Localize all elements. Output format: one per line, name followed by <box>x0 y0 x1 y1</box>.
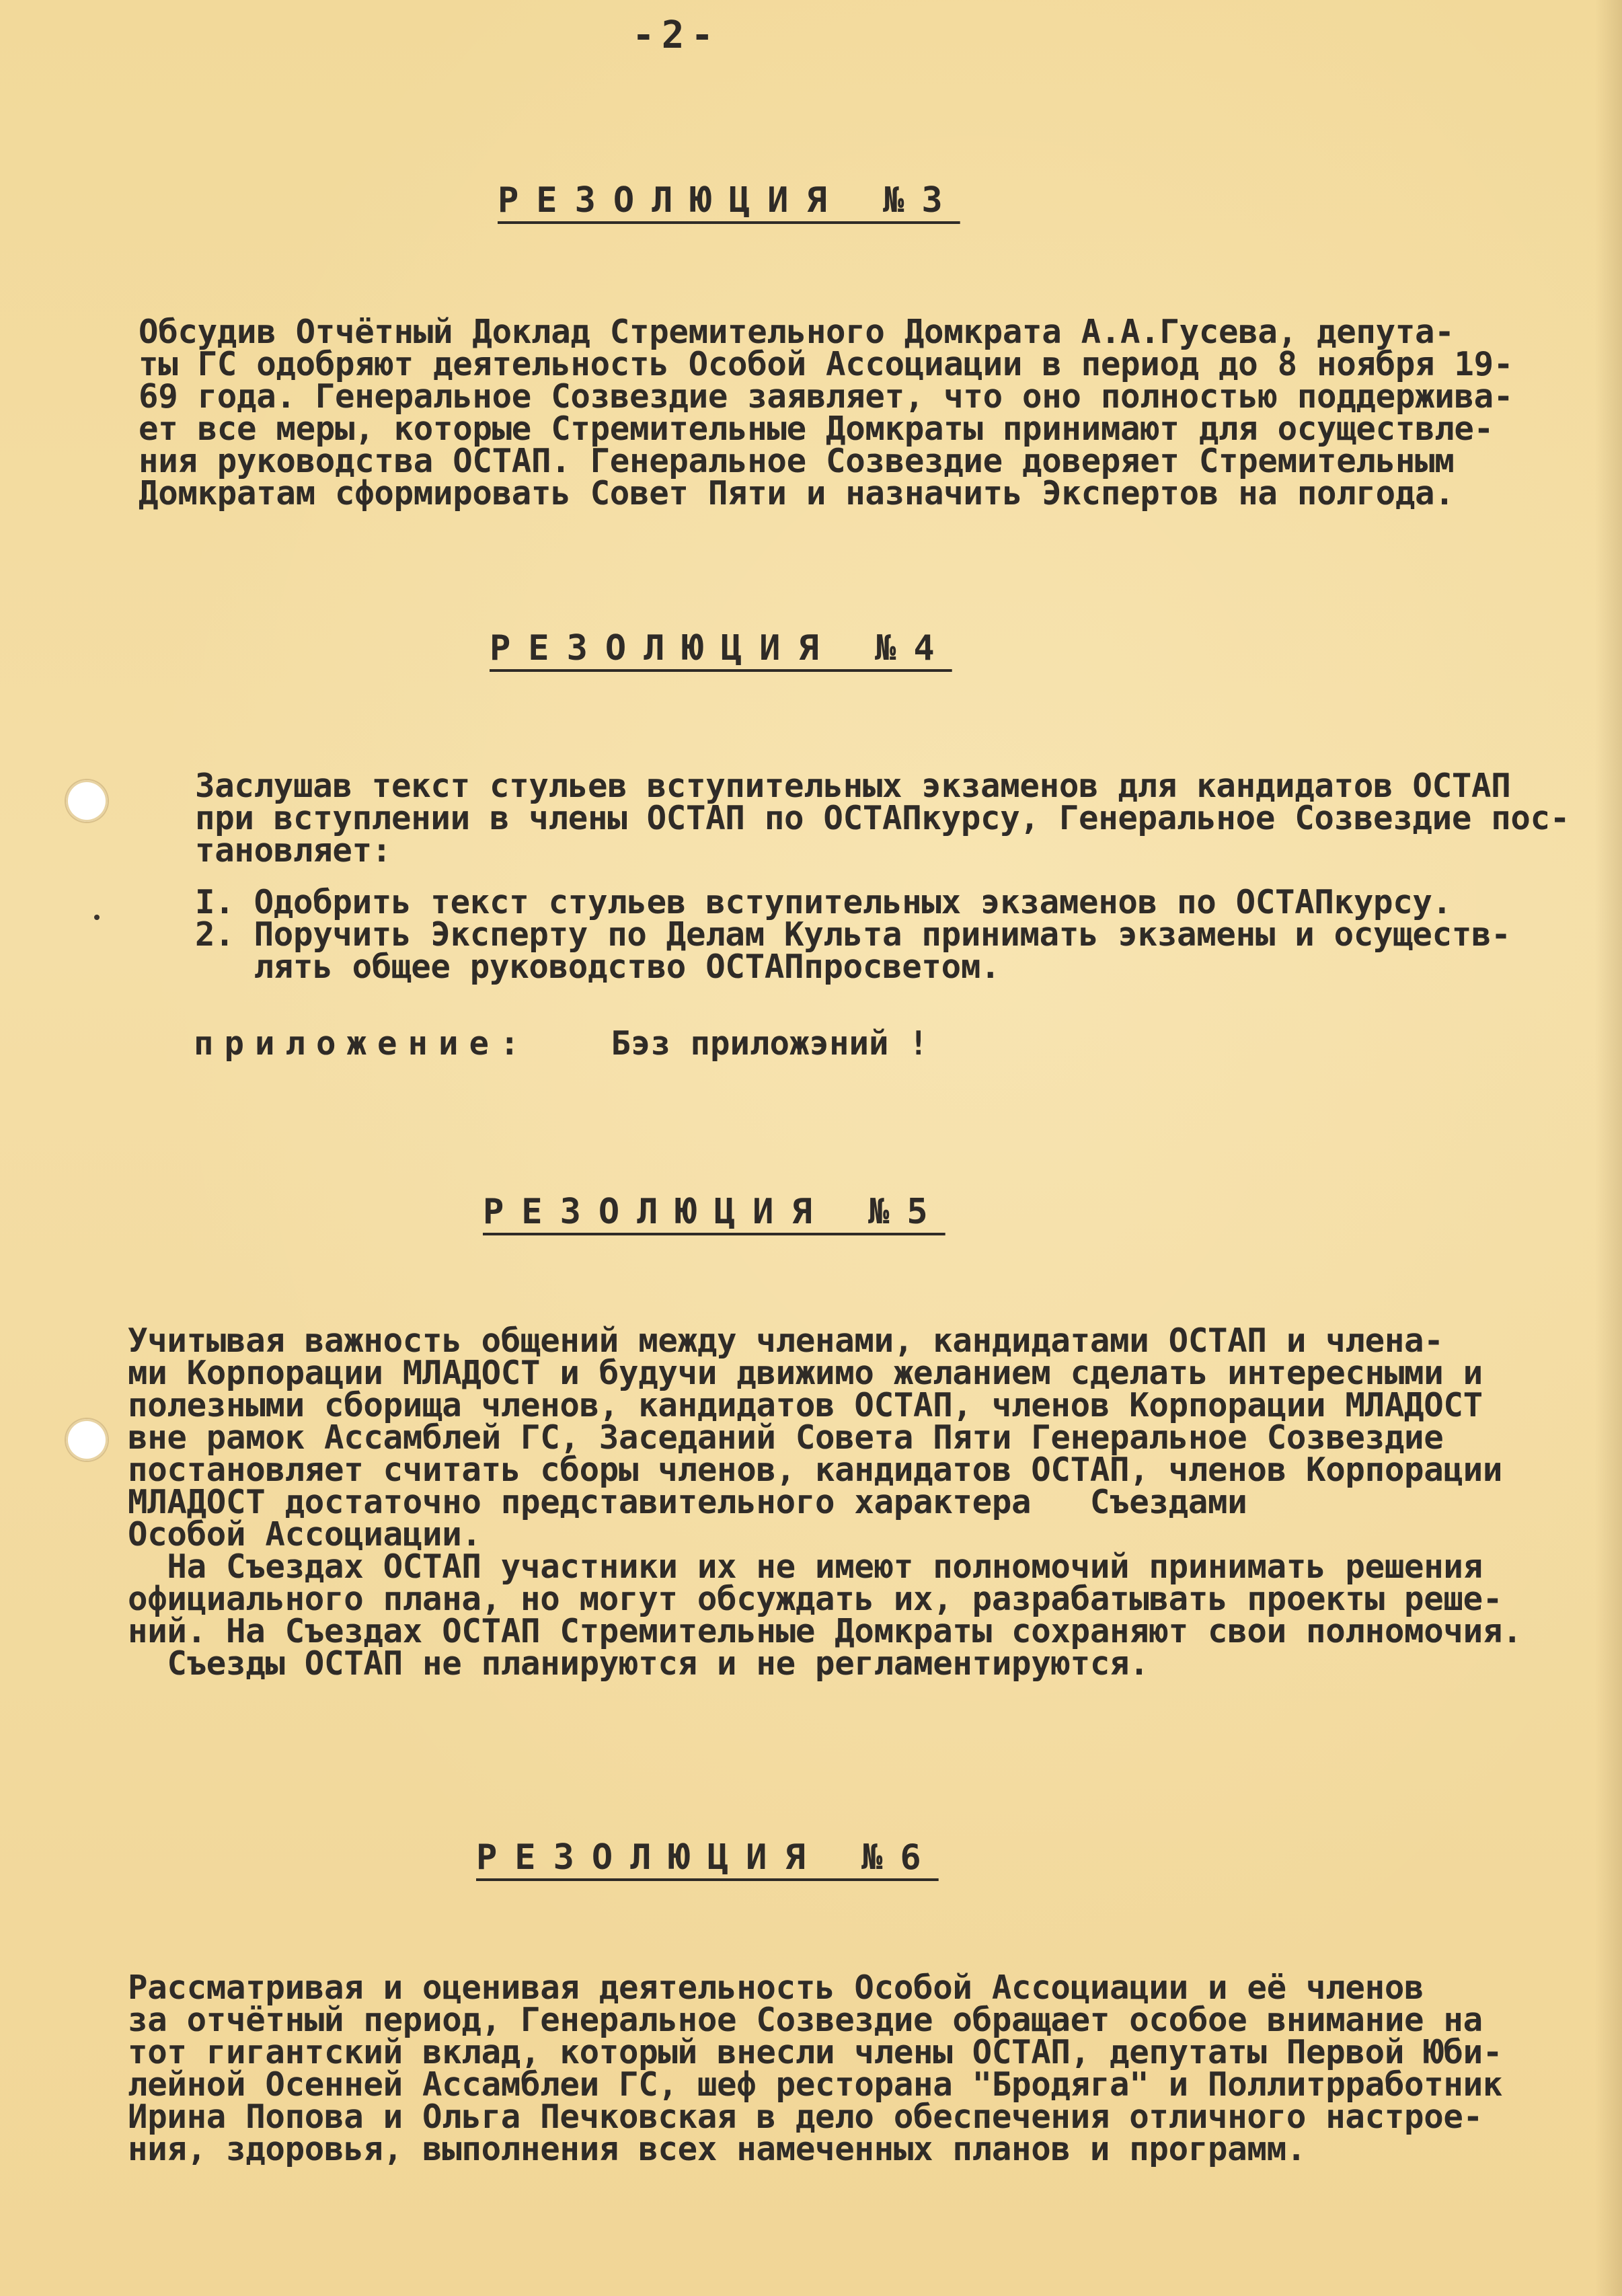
resolution-6-heading: РЕЗОЛЮЦИЯ №6 <box>476 1837 939 1878</box>
resolution-6-text: Рассматривая и оценивая деятельность Особой Ассоциации и её членов за отчётный период, Генеральное Созвездие обращает особое внимание на тот гигантский вклад, который внесли члены ОСТАП, депутаты Первой Юби- лейной Осенней Ассамблеи ГС, шеф ресторана "Бродяга" и Поллитрработник Ирина Попова и Ольга Печковская в дело обеспечения отличного настрое- ния, здоровья, выполнения всех намеченных планов и программ. <box>128 1968 1503 2168</box>
resolution-4-list: I. Одобрить текст стульев вступительных экзаменов по ОСТАПкурсу. 2. Поручить Эксперту по Делам Культа принимать экзамены и осуществ- лять общее руководство ОСТАПпросветом. <box>195 883 1511 986</box>
ink-dot <box>94 915 100 920</box>
resolution-5-text: Учитывая важность общений между членами, кандидатами ОСТАП и члена- ми Корпорации МЛАДОСТ и будучи движимо желанием сделать интересными и полезными сборища членов, кандидатов ОСТАП, членов Корпорации МЛАДОСТ вне рамок Ассамблей ГС, Заседаний Совета Пяти Генеральное Созвездие постановляет считать сборы членов, кандидатов ОСТАП, членов Корпорации МЛАДОСТ достаточно представительного характера Съездами Особой Ассоциации. На Съездах ОСТАП участники их не имеют полномочий принимать решения официального плана, но могут обсуждать их, разрабатывать проекты реше- ний. На Съездах ОСТАП Стремительные Домкраты сохраняют свои полномочия. Съезды ОСТАП не планируются и не регламентируются. <box>128 1322 1522 1683</box>
appendix-value: Бэз приложэний ! <box>611 1024 929 1063</box>
resolution-4-appendix <box>194 1024 1622 1063</box>
punch-hole <box>66 780 108 822</box>
resolution-4-heading: РЕЗОЛЮЦИЯ №4 <box>490 628 952 668</box>
appendix-label: приложение: <box>194 1024 531 1063</box>
resolution-4-text: Заслушав текст стульев вступительных экзаменов для кандидатов ОСТАП при вступлении в члены ОСТАП по ОСТАПкурсу, Генеральное Созвездие пос- тановляет: <box>195 767 1570 870</box>
page-number: -2- <box>632 13 721 57</box>
resolution-3-text: Обсудив Отчётный Доклад Стремительного Домкрата А.А.Гусева, депута- ты ГС одобряют деятельность Особой Ассоциации в период до 8 ноября 19- 69 года. Генеральное Созвездие заявляет, что оно полностью поддержива- ет все меры, которые Стремительные Домкраты принимают для осуществле- ния руководства ОСТАП. Генеральное Созвездие доверяет Стремительным Домкратам сформировать Совет Пяти и назначить Экспертов на полгода. <box>139 313 1514 512</box>
punch-hole <box>66 1419 108 1461</box>
resolution-3-heading: РЕЗОЛЮЦИЯ №3 <box>498 180 960 221</box>
resolution-5-heading: РЕЗОЛЮЦИЯ №5 <box>483 1192 945 1232</box>
